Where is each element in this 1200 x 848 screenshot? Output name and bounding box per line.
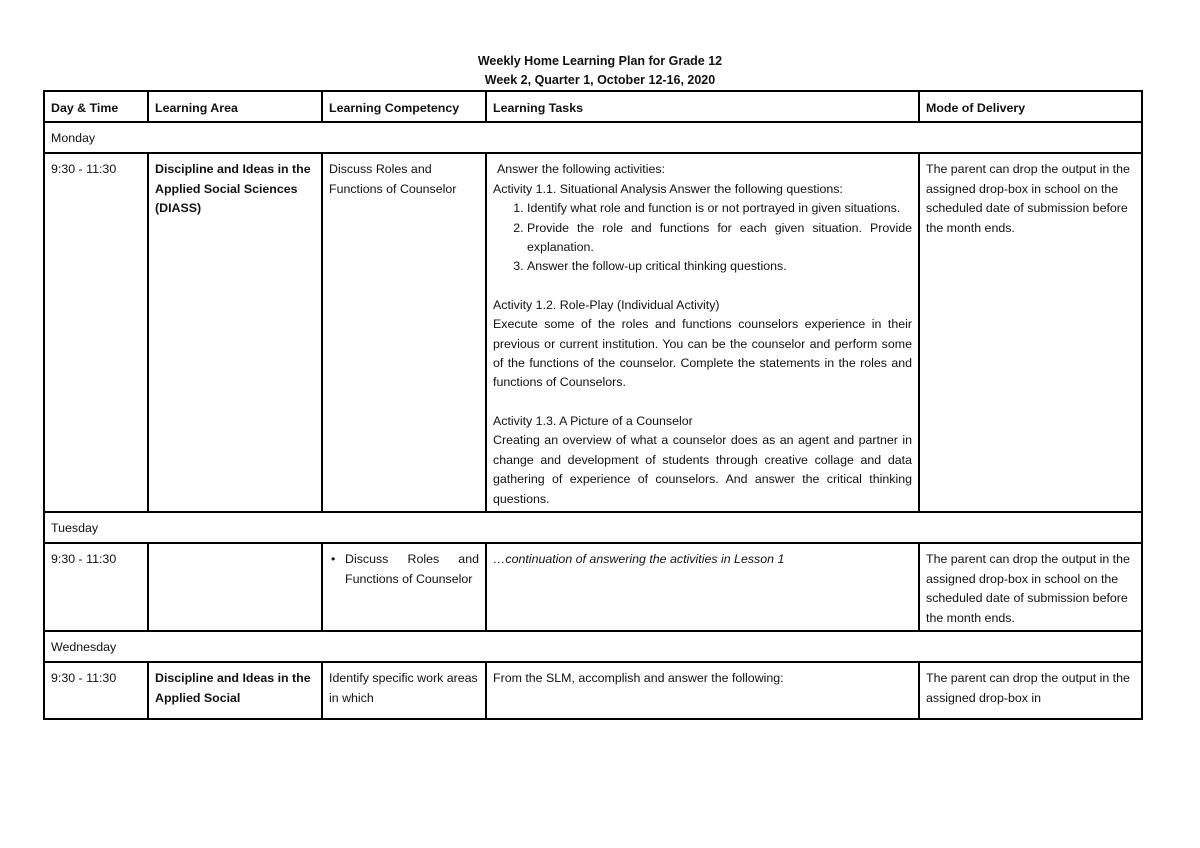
learning-area-cell: Discipline and Ideas in the Applied Social bbox=[148, 662, 322, 719]
activity-2-text: Execute some of the roles and functions counselors experience in their previous or current institution. You can be the counselor and perform some of the functions of the counselor. Complete the statements in the roles and functions of Counselors. bbox=[493, 317, 912, 390]
activity-3-title: Activity 1.3. A Picture of a Counselor bbox=[493, 413, 693, 428]
header-learning-tasks: Learning Tasks bbox=[486, 91, 919, 122]
header-row bbox=[44, 91, 1142, 122]
day-row-monday bbox=[44, 122, 1142, 153]
header-day-time: Day & Time bbox=[44, 91, 148, 122]
list-item: 2. Provide the role and functions for each given situation. Provide explanation. bbox=[527, 219, 912, 258]
page-title-line-2: Week 2, Quarter 1, October 12-16, 2020 bbox=[484, 73, 716, 87]
time-cell: 9:30 - 11:30 bbox=[44, 153, 148, 512]
day-label-monday: Monday bbox=[44, 122, 1142, 153]
activity-2-title: Activity 1.2. Role-Play (Individual Activity) bbox=[493, 297, 720, 312]
header-mode-of-delivery: Mode of Delivery bbox=[919, 91, 1142, 122]
list-item: 1. Identify what role and function is or not portrayed in given situations. bbox=[527, 199, 912, 218]
tasks-intro: Answer the following activities: bbox=[497, 162, 666, 177]
competency-cell: Discuss Roles and Functions of Counselor bbox=[322, 153, 486, 512]
activity-1-title: Activity 1.1. Situational Analysis Answer the following questions: bbox=[493, 181, 843, 196]
day-row-tuesday bbox=[44, 512, 1142, 543]
header-learning-competency: Learning Competency bbox=[322, 91, 486, 122]
learning-area-cell bbox=[148, 543, 322, 631]
table-row-tuesday bbox=[44, 543, 1142, 631]
learning-plan-table bbox=[43, 90, 1143, 720]
tasks-cell: From the SLM, accomplish and answer the following: bbox=[486, 662, 919, 719]
learning-area-cell: Discipline and Ideas in the Applied Social Sciences (DIASS) bbox=[148, 153, 322, 512]
time-cell: 9:30 - 11:30 bbox=[44, 543, 148, 631]
activity-1-list bbox=[493, 199, 912, 277]
delivery-cell: The parent can drop the output in the assigned drop-box in school on the scheduled date of submission before the month ends. bbox=[919, 543, 1142, 631]
day-label-wednesday: Wednesday bbox=[44, 631, 1142, 662]
header-learning-area: Learning Area bbox=[148, 91, 322, 122]
time-cell: 9:30 - 11:30 bbox=[44, 662, 148, 719]
competency-text: Discuss Roles and Functions of Counselor bbox=[345, 552, 479, 586]
table-row-monday bbox=[44, 153, 1142, 512]
day-row-wednesday bbox=[44, 631, 1142, 662]
bullet-icon: • bbox=[331, 552, 336, 567]
tasks-cell bbox=[486, 153, 919, 512]
delivery-cell: The parent can drop the output in the assigned drop-box in school on the scheduled date of submission before the month ends. bbox=[919, 153, 1142, 512]
delivery-cell: The parent can drop the output in the assigned drop-box in bbox=[919, 662, 1142, 719]
table-row-wednesday bbox=[44, 662, 1142, 719]
activity-3-text: Creating an overview of what a counselor does as an agent and partner in change and development of students through creative collage and data gathering of experience of counselors. And answer the critical thinking questions. bbox=[493, 433, 912, 506]
competency-cell bbox=[322, 543, 486, 631]
list-item: 3. Answer the follow-up critical thinking questions. bbox=[527, 257, 912, 276]
competency-cell: Identify specific work areas in which bbox=[322, 662, 486, 719]
tasks-cell: …continuation of answering the activities in Lesson 1 bbox=[486, 543, 919, 631]
page-title-line-1: Weekly Home Learning Plan for Grade 12 bbox=[477, 54, 723, 68]
day-label-tuesday: Tuesday bbox=[44, 512, 1142, 543]
